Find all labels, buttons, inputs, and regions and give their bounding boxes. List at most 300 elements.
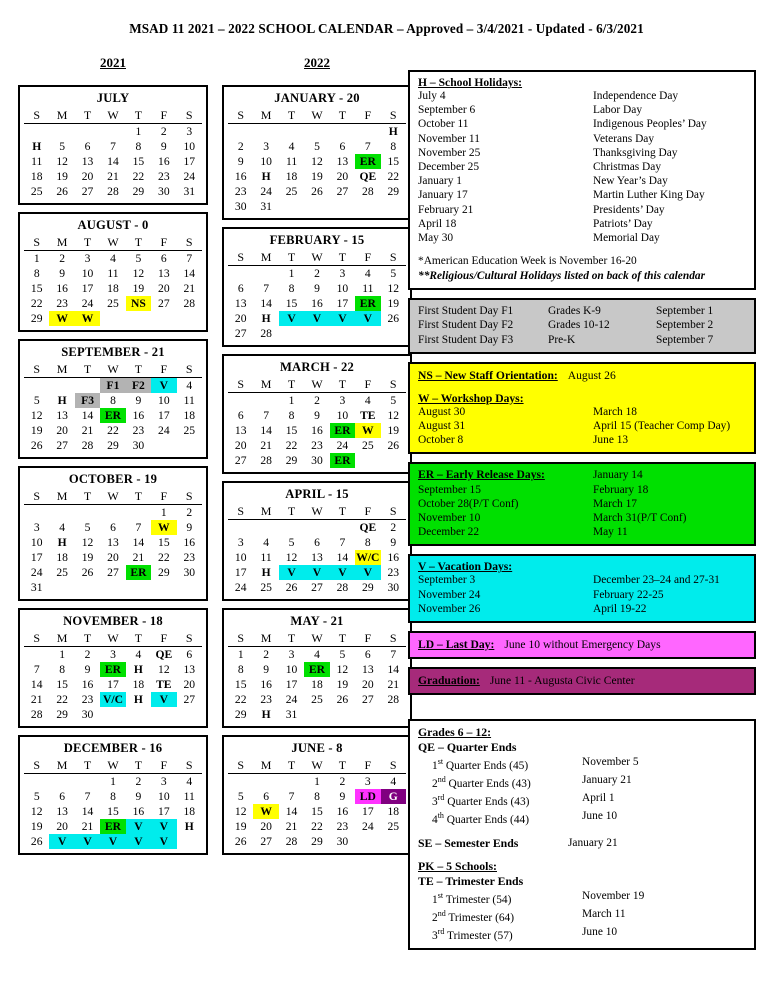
calendar-day-cell: 8 — [110, 394, 116, 407]
weekday-header: T — [75, 107, 100, 124]
calendar-day-empty — [49, 505, 74, 521]
first-student-day-grades: Grades K-9 — [548, 305, 601, 318]
month-june — [222, 735, 412, 855]
calendar-day-empty — [253, 124, 278, 140]
calendar-day-empty — [253, 520, 278, 536]
calendar-day-cell: 11 — [362, 282, 374, 295]
calendar-day-cell: 28 — [260, 454, 272, 467]
calendar-day — [100, 834, 125, 849]
calendar-day — [126, 550, 151, 565]
calendar-day-cell: 16 — [132, 805, 145, 818]
calendar-week-row — [24, 423, 202, 438]
ordinal-number: 3 — [432, 930, 438, 943]
calendar-day — [355, 281, 380, 296]
calendar-day — [381, 266, 406, 282]
calendar-day — [330, 565, 355, 580]
early-release-row-secondary: March 31(P/T Conf) — [593, 512, 687, 525]
calendar-day-cell: 4 — [364, 267, 371, 280]
calendar-day-cell: ER — [355, 154, 380, 169]
calendar-day — [381, 169, 406, 184]
calendar-day — [177, 154, 202, 169]
weekday-header: S — [177, 234, 202, 251]
calendar-week-row — [24, 154, 202, 169]
calendar-day-empty — [177, 580, 202, 595]
calendar-day — [355, 408, 380, 423]
term-label: Quarter Ends (44) — [443, 813, 530, 826]
months-column-left — [18, 85, 208, 862]
calendar-day-cell: 17 — [234, 566, 247, 579]
calendar-day — [177, 662, 202, 677]
calendar-day-empty — [49, 124, 74, 140]
calendar-day-cell: V — [330, 311, 355, 326]
calendar-day — [304, 281, 329, 296]
term-date: June 10 — [582, 926, 618, 939]
first-student-day-row — [418, 318, 746, 332]
weekday-header: F — [355, 376, 380, 393]
calendar-day-cell: 1 — [314, 775, 320, 788]
calendar-day — [253, 789, 278, 804]
calendar-day-empty — [151, 438, 176, 453]
early-release-row — [418, 483, 746, 497]
term-label: Trimester (57) — [444, 930, 513, 943]
first-student-day-label: First Student Day F2 — [418, 319, 514, 332]
calendar-day-cell: 9 — [135, 394, 142, 407]
calendar-day-cell: 5 — [390, 394, 397, 407]
calendar-day-cell: H — [184, 820, 194, 833]
calendar-day-cell: 5 — [390, 267, 397, 280]
calendar-day-cell: 29 — [387, 185, 400, 198]
calendar-day-cell: 8 — [59, 663, 66, 676]
calendar-day — [100, 296, 125, 311]
calendar-day-cell: 15 — [285, 297, 298, 310]
month-march — [222, 354, 412, 474]
calendar-day-cell: 5 — [33, 790, 40, 803]
calendar-day-cell: 29 — [234, 708, 247, 721]
calendar-day-cell: H — [57, 394, 67, 407]
calendar-day-empty — [75, 580, 100, 595]
calendar-day-cell: 11 — [260, 551, 272, 564]
calendar-day — [177, 535, 202, 550]
first-student-day-panel — [408, 298, 756, 354]
calendar-day-cell: W — [49, 311, 74, 326]
calendar-day — [279, 804, 304, 819]
calendar-day — [100, 139, 125, 154]
calendar-day — [126, 378, 151, 394]
calendar-day — [304, 774, 329, 790]
calendar-day — [304, 393, 329, 409]
calendar-day-cell: 27 — [183, 693, 196, 706]
weekday-header: M — [253, 249, 278, 266]
calendar-day-cell: 2 — [186, 506, 193, 519]
calendar-day — [126, 251, 151, 267]
early-release-row-primary: September 15 — [418, 483, 481, 496]
calendar-day — [253, 296, 278, 311]
calendar-day — [279, 311, 304, 326]
calendar-day — [151, 393, 176, 408]
calendar-day-cell: 8 — [33, 267, 40, 280]
calendar-day — [355, 535, 380, 550]
calendar-day-empty — [279, 199, 304, 214]
calendar-day-cell: 27 — [81, 185, 94, 198]
calendar-day — [228, 281, 253, 296]
calendar-day — [24, 169, 49, 184]
calendar-day-empty — [304, 326, 329, 341]
calendar-day-cell: 10 — [158, 394, 170, 407]
ordinal-suffix: nd — [437, 909, 446, 919]
calendar-day-cell: V — [279, 311, 304, 326]
calendar-day-cell: 9 — [314, 282, 320, 295]
calendar-day — [126, 647, 151, 663]
weekday-header: S — [228, 249, 253, 266]
calendar-day-cell: 1 — [288, 267, 295, 280]
calendar-day — [177, 505, 202, 521]
calendar-day-cell: 30 — [387, 581, 400, 594]
calendar-day-empty — [330, 326, 355, 341]
calendar-day-cell: 22 — [158, 551, 170, 564]
calendar-day-cell: 15 — [107, 805, 119, 818]
calendar-day — [228, 834, 253, 849]
weekday-header: W — [304, 376, 329, 393]
ordinal-suffix: rd — [437, 793, 445, 803]
calendar-day-cell: 4 — [314, 648, 320, 661]
calendar-day-empty — [304, 199, 329, 214]
calendar-day — [304, 789, 329, 804]
calendar-day — [177, 393, 202, 408]
calendar-day-cell: 10 — [183, 140, 196, 153]
calendar-day-empty — [381, 453, 406, 468]
month-april — [222, 481, 412, 601]
calendar-day — [49, 438, 74, 453]
calendar-day-cell: 18 — [30, 170, 43, 183]
trimester-end-row-label — [418, 907, 582, 925]
calendar-day-cell: QE — [359, 521, 377, 534]
calendar-week-row — [228, 393, 406, 409]
calendar-day — [381, 311, 406, 326]
calendar-day — [253, 199, 278, 214]
calendar-day-cell: 2 — [314, 267, 320, 280]
calendar-day — [177, 378, 202, 394]
month-grid — [228, 757, 406, 849]
weekday-header: M — [49, 630, 74, 647]
quarter-end-row — [418, 809, 746, 827]
early-release-row — [418, 525, 746, 539]
calendar-week-row — [24, 580, 202, 595]
calendar-day — [24, 154, 49, 169]
weekday-header: T — [126, 107, 151, 124]
ordinal-suffix: nd — [437, 775, 446, 785]
calendar-week-row — [228, 124, 406, 140]
month-july — [18, 85, 208, 205]
calendar-day-empty — [24, 774, 49, 790]
calendar-day-cell: 12 — [132, 267, 145, 280]
weekday-header: S — [228, 757, 253, 774]
ordinal-suffix: st — [437, 891, 444, 901]
calendar-week-row — [228, 281, 406, 296]
calendar-day-cell: TE — [360, 409, 376, 422]
calendar-day — [151, 281, 176, 296]
calendar-day — [381, 550, 406, 565]
calendar-day-cell: 19 — [387, 297, 400, 310]
calendar-week-row — [24, 647, 202, 663]
calendar-day — [177, 819, 202, 834]
calendar-day-cell: 11 — [31, 155, 43, 168]
month-february — [222, 227, 412, 347]
calendar-day-cell: 16 — [158, 155, 170, 168]
quarter-end-row — [418, 755, 746, 773]
quarter-end-row-label — [418, 809, 582, 827]
calendar-day-cell: 5 — [33, 394, 40, 407]
holiday-row-primary: January 17 — [418, 189, 468, 202]
first-student-day-list — [418, 304, 746, 347]
calendar-week-row — [24, 535, 202, 550]
holiday-row-primary: February 21 — [418, 203, 474, 216]
calendar-day-cell: 25 — [387, 820, 400, 833]
calendar-day-cell: ER — [100, 662, 125, 677]
calendar-day — [49, 647, 74, 663]
holiday-row-primary: September 6 — [418, 104, 476, 117]
calendar-day-cell: 25 — [285, 185, 298, 198]
term-label: Quarter Ends (45) — [443, 759, 529, 772]
calendar-day-cell: 21 — [285, 820, 298, 833]
calendar-day-cell: 27 — [260, 835, 272, 848]
calendar-day-cell: 31 — [285, 708, 298, 721]
calendar-day — [100, 184, 125, 199]
workshop-day-row-secondary: April 15 (Teacher Comp Day) — [593, 420, 731, 433]
calendar-day-cell: 27 — [107, 566, 119, 579]
weekday-header: F — [355, 630, 380, 647]
holidays-note-2: **Religious/Cultural Holidays listed on back of this calendar — [418, 269, 706, 282]
first-student-day-row — [418, 333, 746, 347]
vacation-row-secondary: February 22-25 — [593, 588, 664, 601]
calendar-day-cell: H — [261, 566, 271, 579]
calendar-day-empty — [330, 124, 355, 140]
calendar-day-cell: 12 — [311, 155, 323, 168]
calendar-day — [381, 789, 406, 804]
calendar-day-cell: 16 — [311, 297, 323, 310]
calendar-day-cell: 12 — [30, 805, 43, 818]
calendar-day — [253, 184, 278, 199]
calendar-day — [75, 535, 100, 550]
month-grid — [24, 488, 202, 595]
workshop-day-row-secondary: June 13 — [593, 434, 629, 447]
year-header-2022: 2022 — [304, 55, 330, 70]
calendar-day-cell: 22 — [56, 693, 68, 706]
ordinal-number: 2 — [432, 777, 438, 790]
calendar-day-empty — [279, 326, 304, 341]
calendar-day-cell: 1 — [237, 648, 244, 661]
calendar-day — [24, 520, 49, 535]
new-staff-orientation-date: August 26 — [567, 368, 616, 382]
calendar-day — [253, 326, 278, 341]
calendar-day — [24, 311, 49, 326]
calendar-day — [75, 565, 100, 580]
calendar-day-cell: 9 — [339, 790, 346, 803]
weekday-header: W — [100, 361, 125, 378]
calendar-day — [304, 169, 329, 184]
early-release-list — [418, 483, 746, 540]
legend-column — [408, 70, 756, 958]
calendar-day — [126, 423, 151, 438]
first-student-day-date: September 2 — [656, 319, 714, 332]
calendar-day-cell: 5 — [237, 790, 244, 803]
spacer — [418, 827, 746, 836]
calendar-day-cell: 14 — [387, 663, 400, 676]
calendar-day-cell: 4 — [186, 775, 193, 788]
calendar-day — [75, 819, 100, 834]
calendar-day-cell: 25 — [362, 439, 374, 452]
calendar-day-cell: 18 — [107, 282, 119, 295]
calendar-day — [228, 311, 253, 326]
calendar-day-cell: V — [279, 565, 304, 580]
calendar-day-cell: 7 — [135, 521, 142, 534]
calendar-day-cell: 12 — [336, 663, 349, 676]
calendar-day — [24, 789, 49, 804]
calendar-day-cell: G — [381, 789, 406, 804]
calendar-day-cell: 6 — [59, 790, 66, 803]
calendar-day-cell: 21 — [107, 170, 119, 183]
calendar-day-cell: 13 — [183, 663, 196, 676]
calendar-day-cell: 27 — [362, 693, 374, 706]
month-grid — [228, 630, 406, 722]
calendar-day-empty — [381, 326, 406, 341]
ordinal-suffix: st — [437, 757, 444, 767]
calendar-day — [279, 184, 304, 199]
weekday-header: S — [24, 361, 49, 378]
calendar-day-empty — [228, 266, 253, 282]
calendar-day-cell: 10 — [260, 155, 272, 168]
weekday-header: S — [24, 107, 49, 124]
calendar-day — [330, 774, 355, 790]
calendar-day-cell: 3 — [263, 140, 270, 153]
month-title: JUNE - 8 — [291, 741, 343, 755]
weekday-header: M — [253, 757, 278, 774]
calendar-day — [75, 438, 100, 453]
semester-ends-row — [418, 836, 746, 850]
quarter-end-row — [418, 791, 746, 809]
calendar-day — [228, 677, 253, 692]
calendar-day — [126, 296, 151, 311]
calendar-day-cell: 4 — [390, 775, 397, 788]
calendar-day-empty — [100, 580, 125, 595]
calendar-day-cell: 22 — [285, 439, 298, 452]
calendar-day — [304, 804, 329, 819]
holidays-note-1: *American Education Week is November 16-20 — [418, 255, 637, 268]
month-grid — [24, 107, 202, 199]
calendar-day — [151, 520, 176, 535]
calendar-day-cell: H — [57, 536, 67, 549]
calendar-day-cell: 17 — [107, 678, 119, 691]
calendar-day-cell: 4 — [288, 140, 295, 153]
calendar-day — [330, 311, 355, 326]
calendar-day-cell: 12 — [56, 155, 68, 168]
calendar-day — [126, 438, 151, 453]
early-release-row — [418, 511, 746, 525]
calendar-day — [228, 154, 253, 169]
weekday-header: F — [355, 757, 380, 774]
calendar-day-empty — [253, 774, 278, 790]
calendar-day-cell: 18 — [387, 805, 400, 818]
calendar-day — [177, 647, 202, 663]
calendar-day — [279, 707, 304, 722]
calendar-day-cell: 11 — [285, 155, 298, 168]
early-release-row-secondary: March 17 — [593, 497, 637, 510]
calendar-day-empty — [75, 505, 100, 521]
calendar-day-empty — [100, 707, 125, 722]
calendar-day-cell: 1 — [110, 775, 116, 788]
holiday-row-primary: December 25 — [418, 161, 480, 174]
term-date: November 19 — [582, 890, 645, 903]
calendar-day — [24, 804, 49, 819]
calendar-day-cell: 7 — [390, 648, 397, 661]
calendar-day-cell: QE — [155, 648, 173, 661]
weekday-header: S — [24, 757, 49, 774]
calendar-day — [49, 834, 74, 849]
vacation-row-secondary: December 23–24 and 27-31 — [593, 574, 720, 587]
calendar-day — [253, 834, 278, 849]
graduation-label: Graduation: — [418, 674, 480, 688]
calendar-day-cell: 15 — [132, 155, 145, 168]
calendar-day-empty — [355, 326, 380, 341]
weekday-header: T — [279, 249, 304, 266]
vacation-list — [418, 573, 746, 616]
quarter-end-row — [418, 773, 746, 791]
calendar-day-cell: V/C — [100, 692, 125, 707]
calendar-day-cell: 17 — [362, 805, 374, 818]
weekday-header: W — [100, 630, 125, 647]
calendar-day-cell: 19 — [336, 678, 349, 691]
calendar-week-row — [228, 199, 406, 214]
weekday-header: W — [100, 107, 125, 124]
calendar-day-cell: 13 — [56, 805, 68, 818]
early-release-heading-date: January 14 — [593, 469, 643, 482]
calendar-day-cell: TE — [156, 678, 172, 691]
calendar-day-cell: W/C — [356, 551, 380, 564]
calendar-day — [126, 408, 151, 423]
calendar-day-empty — [330, 520, 355, 536]
calendar-day-cell: 3 — [364, 775, 371, 788]
calendar-day — [75, 139, 100, 154]
calendar-day-cell: W — [355, 423, 380, 438]
calendar-day-cell: 12 — [81, 536, 94, 549]
calendar-day — [330, 438, 355, 453]
calendar-day — [381, 692, 406, 707]
calendar-day — [100, 154, 125, 169]
weekday-header: T — [279, 503, 304, 520]
month-may — [222, 608, 412, 728]
calendar-day — [355, 677, 380, 692]
months-column-right — [222, 85, 412, 862]
calendar-day — [330, 834, 355, 849]
term-date: November 5 — [582, 756, 639, 769]
calendar-day-cell: 14 — [81, 805, 94, 818]
calendar-day-cell: 21 — [30, 693, 43, 706]
calendar-day-empty — [381, 707, 406, 722]
calendar-day — [228, 169, 253, 184]
calendar-day-cell: 16 — [234, 170, 247, 183]
calendar-day-cell: 3 — [288, 648, 295, 661]
calendar-day — [381, 774, 406, 790]
calendar-day — [330, 677, 355, 692]
calendar-week-row — [24, 408, 202, 423]
graduation-text: June 11 - Augusta Civic Center — [489, 674, 635, 688]
holidays-panel — [408, 70, 756, 290]
calendar-day — [330, 804, 355, 819]
calendar-week-row — [24, 565, 202, 580]
calendar-day-empty — [126, 311, 151, 326]
calendar-day — [381, 408, 406, 423]
calendar-day — [24, 281, 49, 296]
calendar-day — [304, 565, 329, 580]
